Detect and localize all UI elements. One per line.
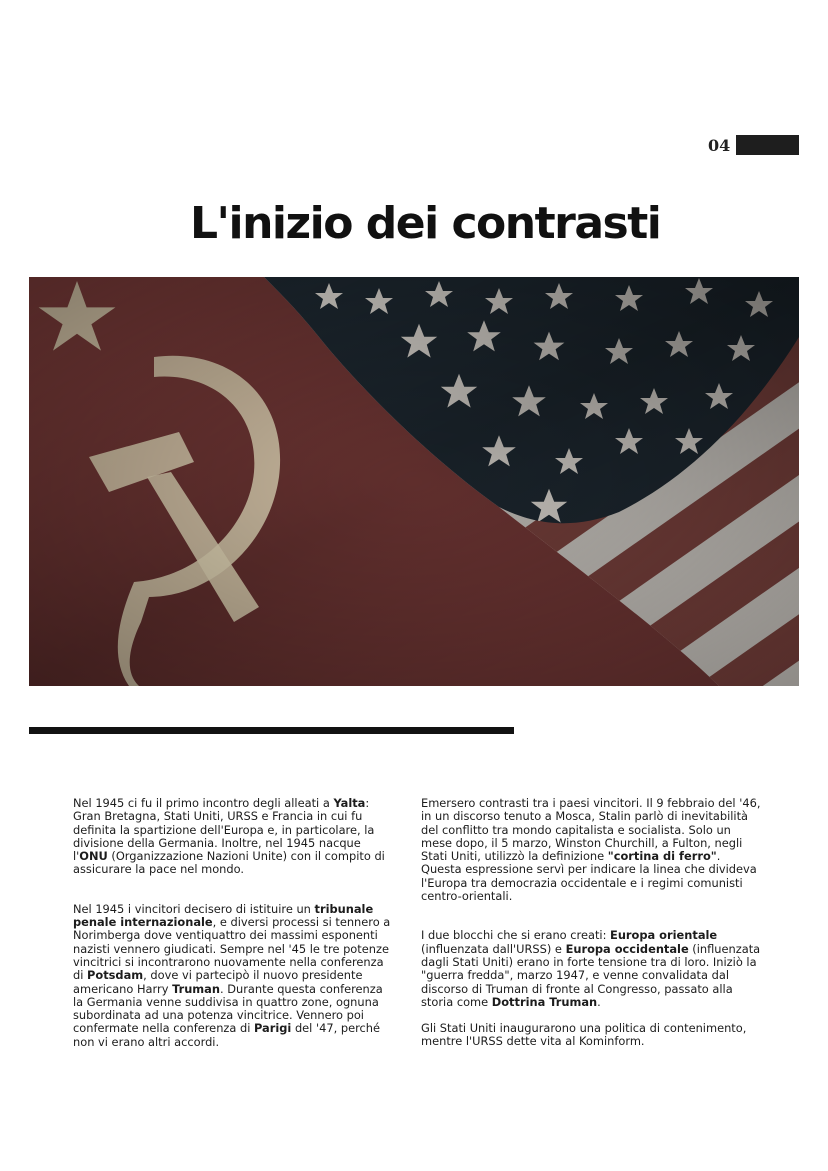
bold-term: Europa orientale — [610, 928, 718, 943]
text-run: . — [597, 994, 601, 1009]
page-number: 04 — [708, 136, 731, 155]
text-run: (influenzata dall'URSS) e — [421, 941, 566, 956]
text-run: (Organizzazione Nazioni Unite) con il compito di assicurare la pace nel mondo. — [73, 849, 385, 877]
bold-term: "cortina di ferro" — [607, 849, 717, 864]
text-run: . Questa espressione servì per indicare la linea che divideva l'Europa tra democrazia occidentale e i regimi comunisti centro-orientali. — [421, 849, 757, 904]
text-run: del '47, perché non vi erano altri accordi. — [73, 1021, 381, 1049]
text-run: . Durante questa conferenza la Germania venne suddivisa in quattro zone, ognuna subordinata ad una potenza vincitrice. Vennero poi confermate nella conferenza di — [73, 981, 383, 1036]
bold-term: ONU — [79, 849, 108, 864]
text-run: , e diversi processi si tennero a Norimberga dove ventiquattro dei massimi esponenti nazisti vennero giudicati. Sempre nel '45 le tre potenze vincitrici si incontrarono nuovamente nella conferenza di — [73, 915, 391, 983]
text-run: Nel 1945 i vincitori decisero di istituire un — [73, 901, 315, 916]
bold-term: Dottrina Truman — [491, 994, 598, 1009]
text-column-right — [421, 797, 761, 1075]
bold-term: Europa occidentale — [565, 941, 689, 956]
bold-term: Parigi — [254, 1021, 292, 1036]
text-run: Emersero contrasti tra i paesi vincitori. Il 9 febbraio del '46, in un discorso tenuto a Mosca, Stalin parlò di inevitabilità del conflitto tra mondo capitalista e socialista. Solo un mese dopo, il 5 marzo, Winston Churchill, a Fulton, negli Stati Uniti, utilizzò la definizione — [421, 796, 761, 864]
bold-term: Yalta — [333, 796, 366, 810]
page-number-bar — [736, 135, 799, 155]
paragraph — [421, 797, 761, 903]
text-run: Gli Stati Uniti inaugurarono una politica di contenimento, mentre l'URSS dette vita al Kominform. — [421, 1021, 747, 1049]
page-title: L'inizio dei contrasti — [190, 198, 661, 249]
text-run: , dove vi partecipò il nuovo presidente americano Harry — [73, 968, 363, 996]
text-column-left — [73, 797, 393, 1075]
section-divider — [29, 727, 514, 734]
text-run: (influenzata dagli Stati Uniti) erano in forte tensione tra di loro. Iniziò la "guerra fredda", marzo 1947, e venne convalidata dal discorso di Truman di fronte al Congresso, passato alla storia come — [421, 941, 761, 1009]
paragraph — [73, 797, 393, 877]
text-run: Nel 1945 ci fu il primo incontro degli alleati a — [73, 796, 334, 810]
text-run: I due blocchi che si erano creati: — [421, 928, 611, 943]
paragraph — [421, 1022, 761, 1049]
bold-term: Truman — [172, 981, 220, 996]
ussr-usa-flags-image — [29, 277, 799, 686]
hero-image — [29, 277, 799, 686]
bold-term: tribunale penale internazionale — [73, 901, 374, 930]
paragraph — [73, 903, 393, 1049]
paragraph — [421, 929, 761, 1009]
bold-term: Potsdam — [87, 968, 144, 983]
text-run: : Gran Bretagna, Stati Uniti, URSS e Francia in cui fu definita la spartizione dell'Europa e, in particolare, la divisione della Germania. Inoltre, nel 1945 nacque l' — [73, 796, 375, 864]
